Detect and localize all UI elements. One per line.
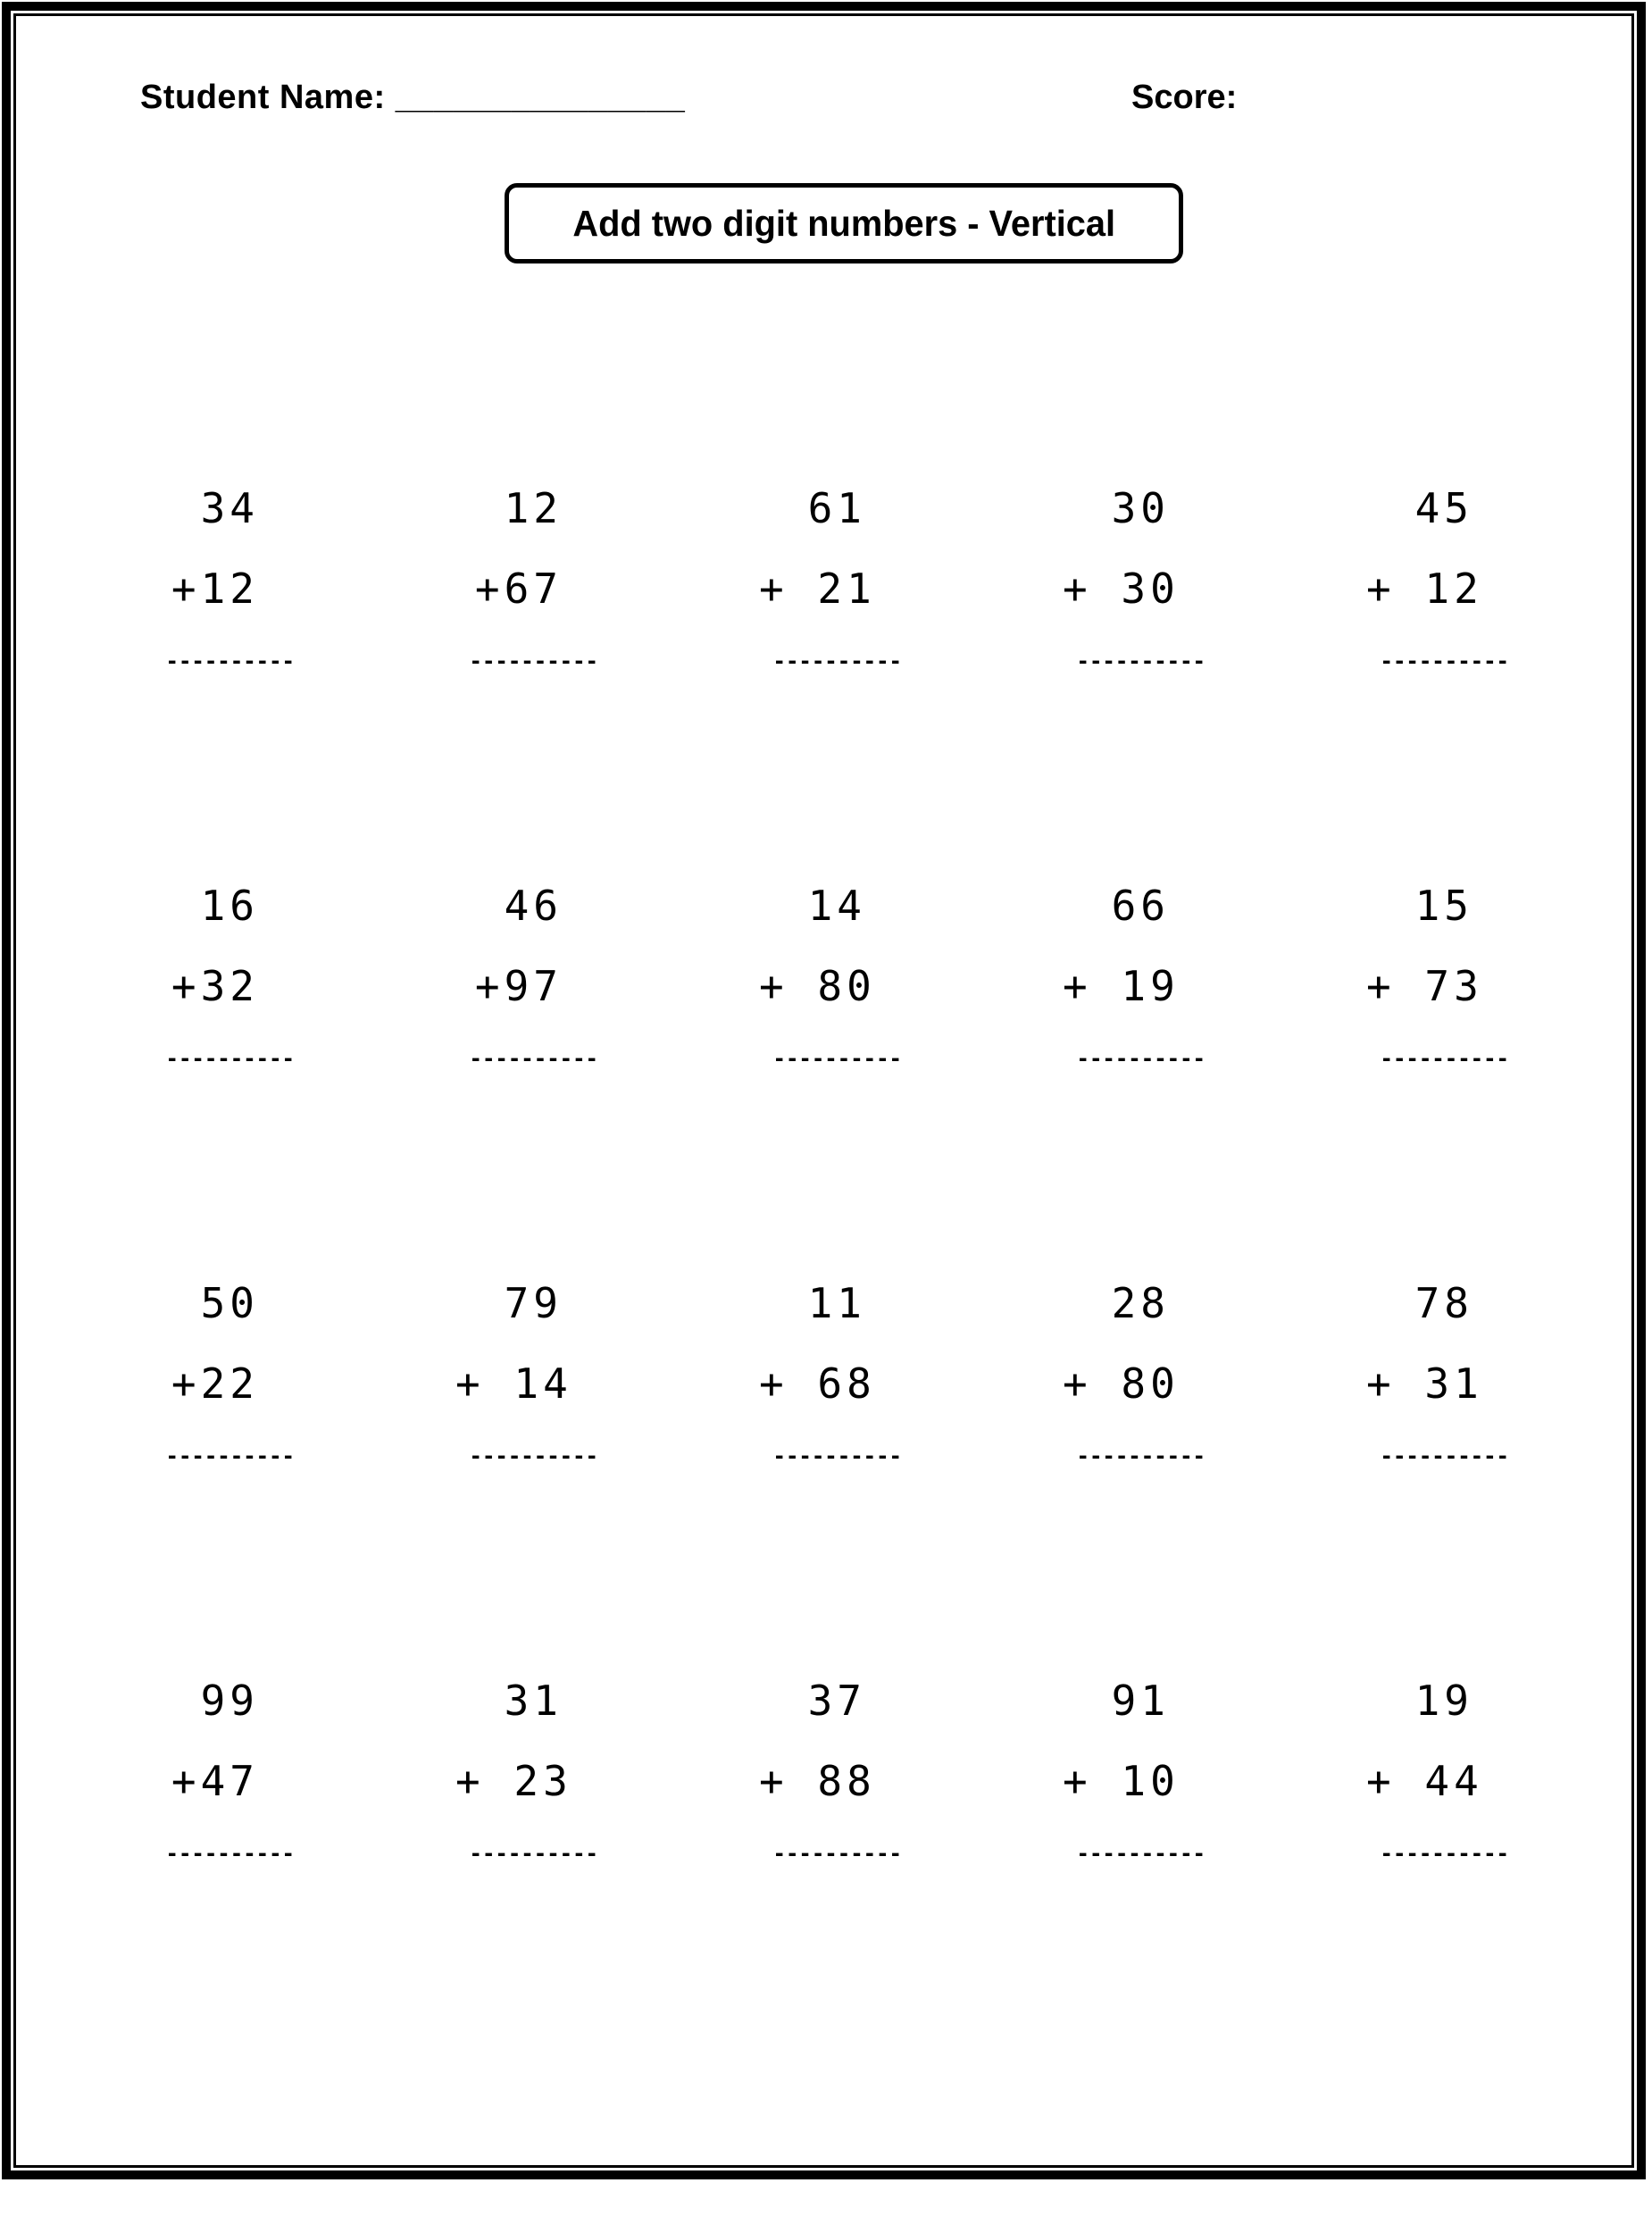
addend-bottom-with-operator: + 31 xyxy=(1366,1359,1483,1408)
addition-problem xyxy=(152,1677,295,1866)
addend-bottom-with-operator: + 68 xyxy=(759,1359,876,1408)
addition-problem xyxy=(1063,882,1206,1071)
addend-top: 79 xyxy=(504,1279,563,1327)
addend-bottom-with-operator: + 44 xyxy=(1366,1757,1483,1805)
addition-problem xyxy=(1366,1677,1509,1866)
answer-line: ---------- xyxy=(772,1046,902,1071)
addition-problem xyxy=(1063,484,1206,673)
addition-problem xyxy=(759,1677,902,1866)
addition-problem xyxy=(1063,1279,1206,1468)
addend-bottom-with-operator: +97 xyxy=(474,962,563,1010)
addend-top: 78 xyxy=(1414,1279,1473,1327)
answer-line: ---------- xyxy=(1076,1443,1206,1468)
addition-problem xyxy=(455,882,598,1071)
answer-line: ---------- xyxy=(772,648,902,673)
addend-bottom-with-operator: +47 xyxy=(171,1757,259,1805)
addend-bottom-with-operator: + 21 xyxy=(759,565,876,613)
addition-problem xyxy=(1366,484,1509,673)
addend-bottom-with-operator: + 88 xyxy=(759,1757,876,1805)
addend-bottom-with-operator: + 73 xyxy=(1366,962,1483,1010)
answer-line: ---------- xyxy=(1380,1841,1509,1866)
addend-bottom-with-operator: + 80 xyxy=(759,962,876,1010)
addend-bottom-with-operator: + 23 xyxy=(455,1757,572,1805)
problem-row xyxy=(152,1279,1509,1468)
student-name-blank: _______________ xyxy=(395,79,686,116)
addend-top: 46 xyxy=(504,882,563,930)
addend-top: 91 xyxy=(1111,1677,1170,1725)
addition-problem xyxy=(455,1677,598,1866)
addend-bottom-with-operator: +22 xyxy=(171,1359,259,1408)
addition-problem xyxy=(1063,1677,1206,1866)
answer-line: ---------- xyxy=(1076,1046,1206,1071)
addend-top: 30 xyxy=(1111,484,1170,532)
score-label: Score: xyxy=(1131,79,1238,116)
addition-problem xyxy=(759,484,902,673)
answer-line: ---------- xyxy=(165,1443,295,1468)
addition-problem xyxy=(455,1279,598,1468)
addend-top: 99 xyxy=(200,1677,259,1725)
answer-line: ---------- xyxy=(772,1443,902,1468)
addend-top: 14 xyxy=(807,882,866,930)
addend-top: 19 xyxy=(1414,1677,1473,1725)
addend-top: 28 xyxy=(1111,1279,1170,1327)
addend-bottom-with-operator: + 14 xyxy=(455,1359,572,1408)
addition-problem xyxy=(152,484,295,673)
answer-line: ---------- xyxy=(1076,648,1206,673)
addend-top: 66 xyxy=(1111,882,1170,930)
addend-top: 12 xyxy=(504,484,563,532)
addend-top: 45 xyxy=(1414,484,1473,532)
answer-line: ---------- xyxy=(1380,648,1509,673)
addend-bottom-with-operator: +12 xyxy=(171,565,259,613)
addition-problem xyxy=(1366,882,1509,1071)
addition-problem xyxy=(759,882,902,1071)
answer-line: ---------- xyxy=(469,1841,598,1866)
addend-top: 15 xyxy=(1414,882,1473,930)
addend-bottom-with-operator: + 30 xyxy=(1063,565,1180,613)
addition-problem xyxy=(455,484,598,673)
answer-line: ---------- xyxy=(165,1046,295,1071)
problem-row xyxy=(152,882,1509,1071)
addend-top: 31 xyxy=(504,1677,563,1725)
addend-top: 34 xyxy=(200,484,259,532)
addend-top: 61 xyxy=(807,484,866,532)
answer-line: ---------- xyxy=(469,1443,598,1468)
addition-problem xyxy=(152,1279,295,1468)
answer-line: ---------- xyxy=(165,1841,295,1866)
addend-bottom-with-operator: + 19 xyxy=(1063,962,1180,1010)
student-name-line xyxy=(140,79,685,117)
addition-problem xyxy=(759,1279,902,1468)
addition-problem xyxy=(152,882,295,1071)
worksheet-title-box xyxy=(505,183,1183,263)
answer-line: ---------- xyxy=(1076,1841,1206,1866)
student-name-label: Student Name: xyxy=(140,79,386,116)
addend-top: 50 xyxy=(200,1279,259,1327)
problem-row xyxy=(152,484,1509,673)
addition-problem xyxy=(1366,1279,1509,1468)
worksheet-title: Add two digit numbers - Vertical xyxy=(572,202,1115,244)
addend-top: 11 xyxy=(807,1279,866,1327)
answer-line: ---------- xyxy=(469,648,598,673)
answer-line: ---------- xyxy=(165,648,295,673)
answer-line: ---------- xyxy=(772,1841,902,1866)
answer-line: ---------- xyxy=(469,1046,598,1071)
problem-row xyxy=(152,1677,1509,1866)
addend-bottom-with-operator: + 10 xyxy=(1063,1757,1180,1805)
addend-top: 16 xyxy=(200,882,259,930)
addend-top: 37 xyxy=(807,1677,866,1725)
addend-bottom-with-operator: + 80 xyxy=(1063,1359,1180,1408)
addend-bottom-with-operator: + 12 xyxy=(1366,565,1483,613)
addend-bottom-with-operator: +67 xyxy=(474,565,563,613)
addend-bottom-with-operator: +32 xyxy=(171,962,259,1010)
answer-line: ---------- xyxy=(1380,1443,1509,1468)
answer-line: ---------- xyxy=(1380,1046,1509,1071)
